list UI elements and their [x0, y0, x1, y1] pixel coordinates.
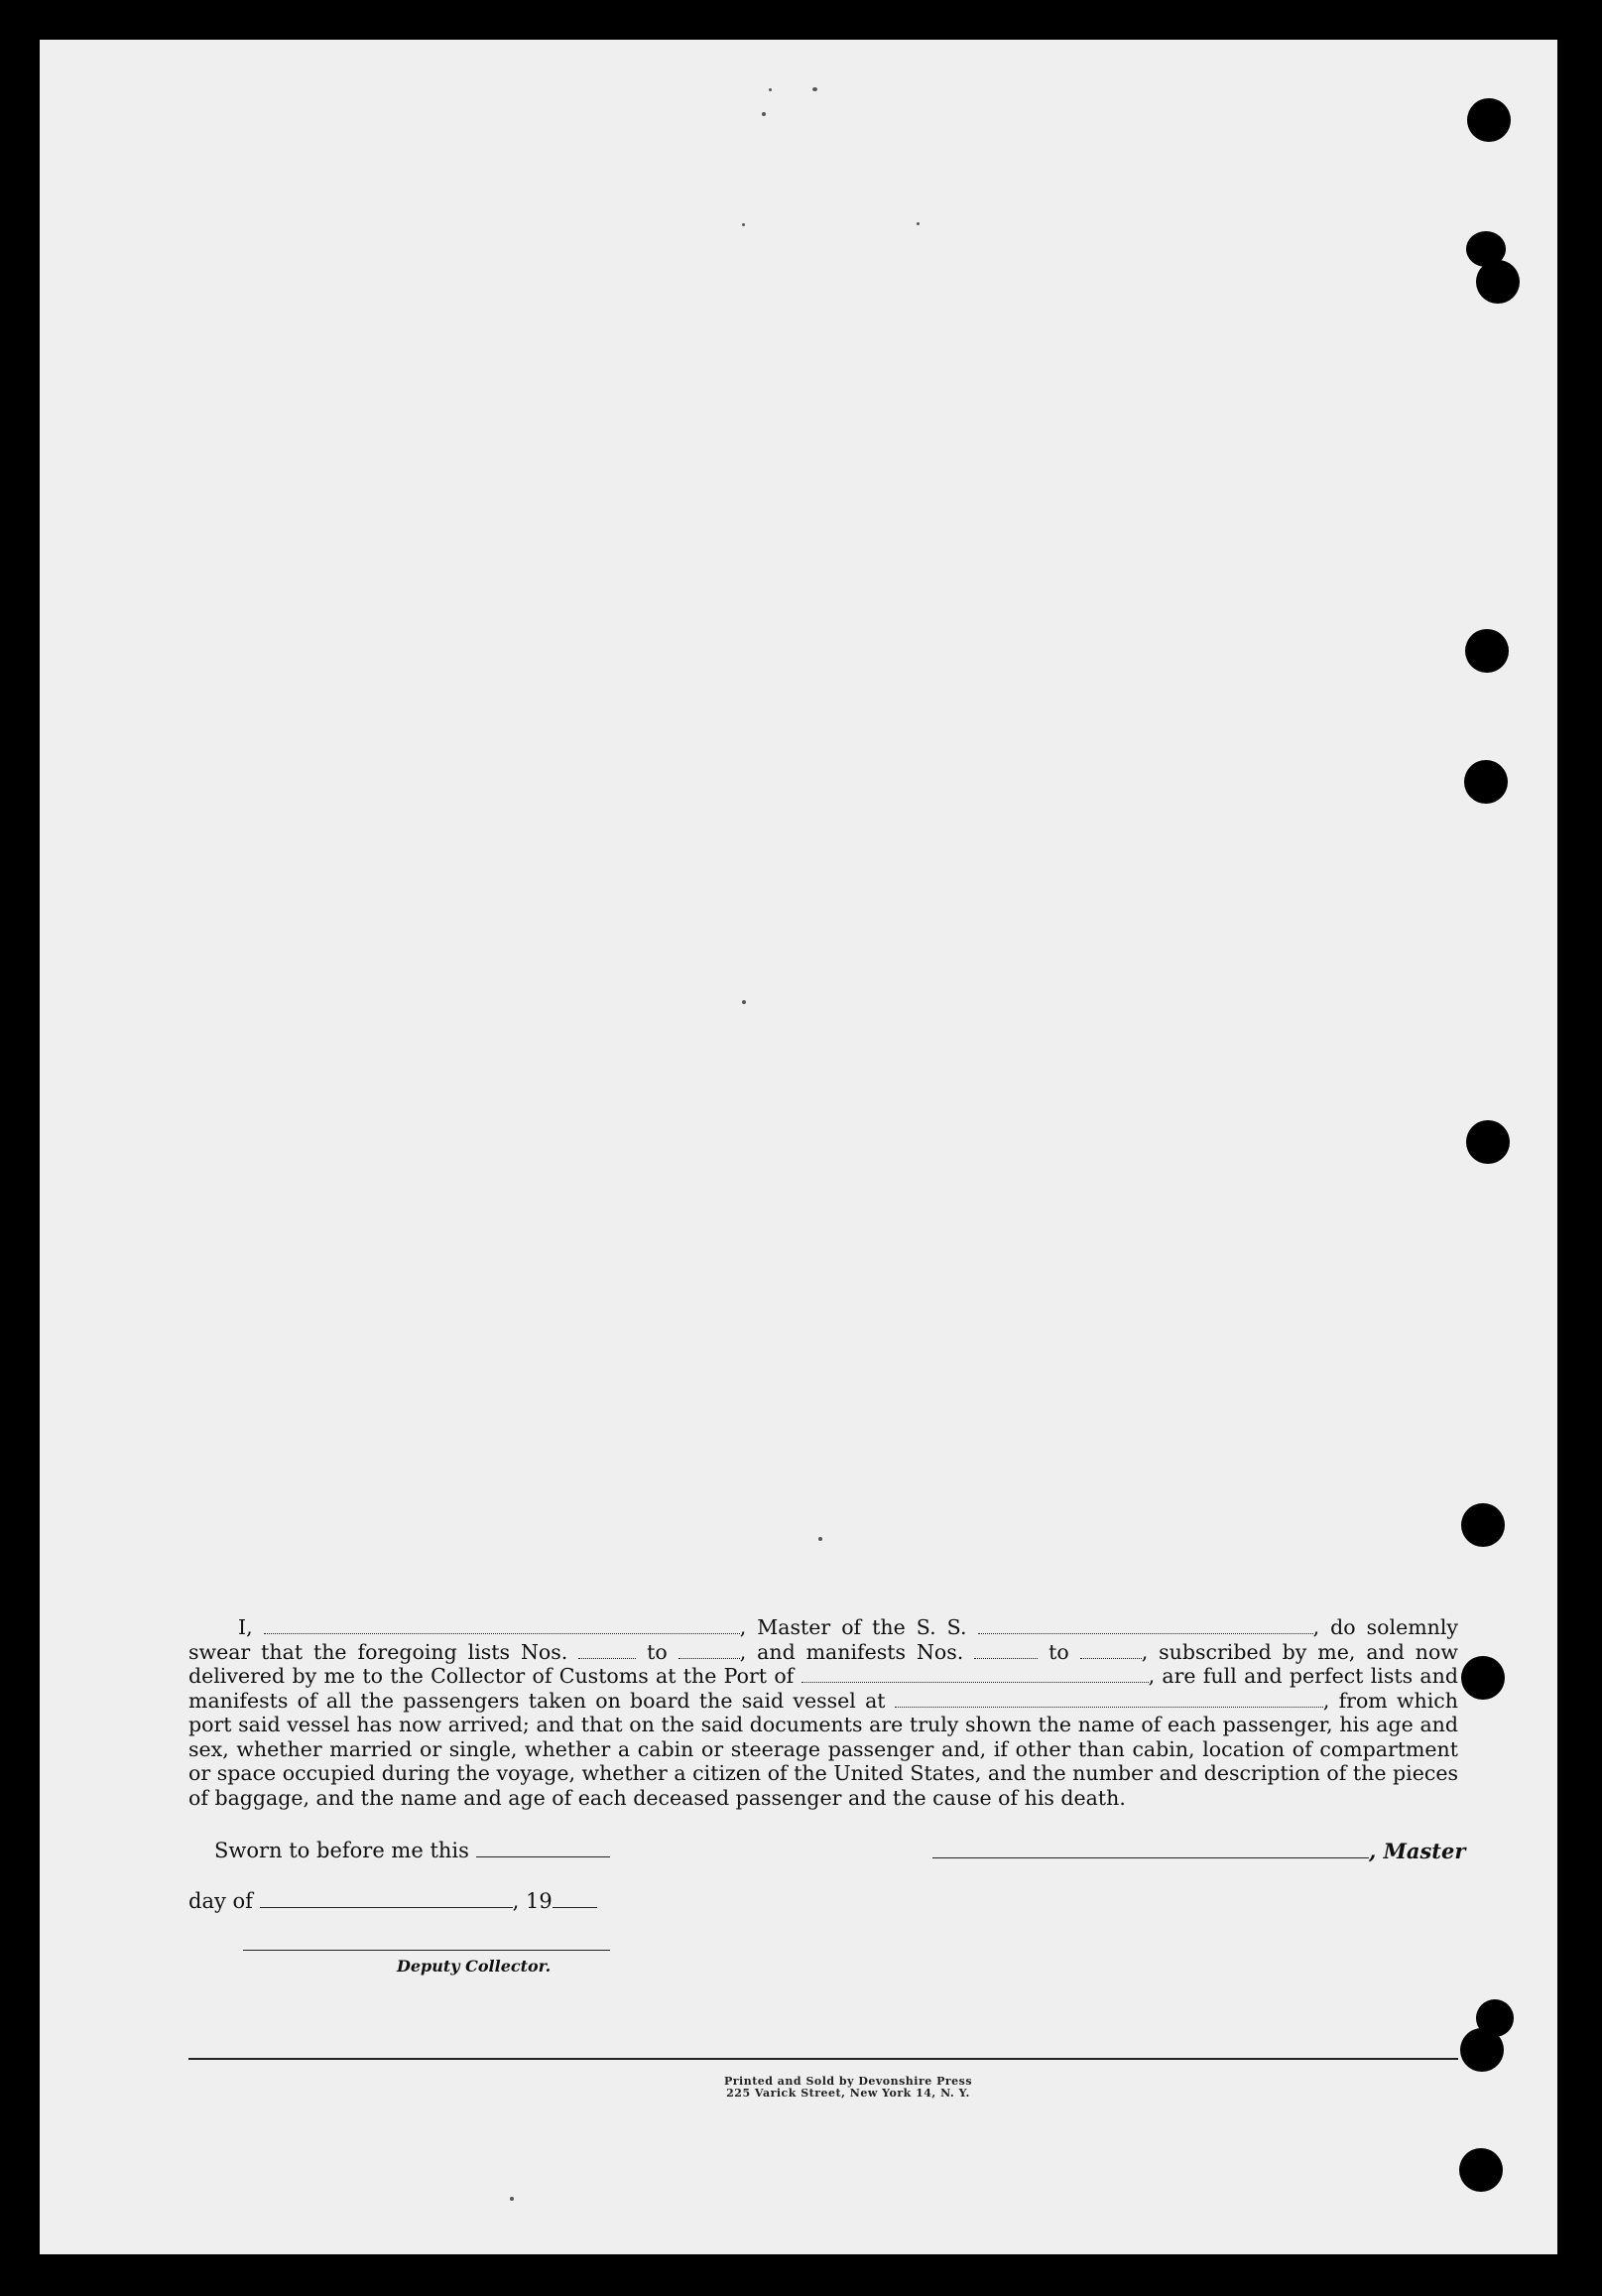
printer-credit-line-2: 225 Varick Street, New York 14, N. Y. — [726, 2087, 970, 2100]
year-label: , 19 — [512, 1889, 553, 1913]
document-page — [40, 40, 1557, 2254]
punch-hole — [1459, 2148, 1503, 2192]
oath-text: delivered by me to the Collector of Customs at the Port of — [188, 1664, 795, 1688]
printer-credit — [635, 2076, 1061, 2100]
ship-name-blank[interactable] — [978, 1619, 1313, 1634]
oath-text: to — [1048, 1639, 1069, 1664]
sworn-day-blank[interactable] — [476, 1843, 610, 1857]
oath-line-1 — [188, 1615, 1458, 1640]
day-of-label: day of — [188, 1889, 253, 1913]
manifest-from-blank[interactable] — [974, 1644, 1038, 1659]
sworn-line — [214, 1839, 610, 1862]
oath-text: manifests of all the passengers taken on board the said vessel at — [188, 1688, 886, 1713]
port-blank[interactable] — [801, 1668, 1149, 1683]
punch-hole — [1464, 760, 1508, 804]
speck — [742, 1000, 746, 1004]
oath-line-7: or space occupied during the voyage, whether a citizen of the United States, and the number and description of the pieces — [188, 1761, 1458, 1785]
sworn-label: Sworn to before me this — [214, 1839, 469, 1862]
oath-text: , and manifests Nos. — [739, 1639, 964, 1664]
punch-hole — [1461, 1656, 1505, 1700]
list-from-blank[interactable] — [578, 1644, 636, 1659]
oath-line-6: sex, whether married or single, whether a cabin or steerage passenger and, if other than cabin, location of compartment — [188, 1736, 1458, 1761]
master-label: , Master — [1369, 1839, 1466, 1863]
oath-text: I, — [238, 1615, 253, 1639]
oath-line-5: port said vessel has now arrived; and that on the said documents are truly shown the name of each passenger, his age and — [188, 1713, 1458, 1736]
oath-text: , subscribed by me, and now — [1141, 1639, 1458, 1664]
boarding-port-blank[interactable] — [895, 1693, 1323, 1708]
day-of-line — [188, 1889, 597, 1913]
deputy-collector-text: Deputy Collector. — [397, 1957, 552, 1976]
oath-line-2 — [188, 1640, 1458, 1665]
oath-paragraph — [188, 1615, 1458, 1810]
master-signature-line — [932, 1839, 1465, 1863]
manifest-to-blank[interactable] — [1080, 1644, 1142, 1659]
oath-text: , Master of the S. S. — [739, 1615, 967, 1639]
punch-hole — [1465, 629, 1509, 673]
speck — [510, 2197, 514, 2201]
oath-line-4 — [188, 1689, 1458, 1714]
punch-hole — [1467, 98, 1511, 142]
oath-text: to — [647, 1639, 668, 1664]
speck — [917, 222, 920, 225]
month-blank[interactable] — [260, 1893, 513, 1908]
speck — [812, 87, 817, 91]
speck — [762, 112, 766, 116]
list-to-blank[interactable] — [678, 1644, 740, 1659]
punch-hole — [1466, 1120, 1510, 1164]
punch-hole — [1460, 2028, 1504, 2072]
speck — [769, 88, 772, 91]
oath-text: swear that the foregoing lists Nos. — [188, 1639, 568, 1664]
oath-line-8: of baggage, and the name and age of each deceased passenger and the cause of his death. — [188, 1785, 1126, 1810]
punch-hole — [1476, 260, 1520, 304]
printer-credit-line-1: Printed and Sold by Devonshire Press — [723, 2075, 973, 2088]
master-name-blank[interactable] — [264, 1619, 740, 1634]
deputy-collector-label — [397, 1957, 551, 1976]
oath-line-3 — [188, 1664, 1458, 1689]
speck — [742, 223, 745, 226]
deputy-signature-line[interactable] — [243, 1950, 610, 1951]
year-blank[interactable] — [553, 1893, 597, 1908]
oath-text: , from which — [1322, 1688, 1458, 1713]
punch-hole — [1461, 1503, 1505, 1547]
footer-rule — [188, 2058, 1458, 2060]
oath-text: , are full and perfect lists and — [1148, 1664, 1458, 1688]
speck — [818, 1537, 822, 1541]
oath-text: , do solemnly — [1312, 1615, 1458, 1639]
master-signature-blank[interactable] — [932, 1844, 1369, 1858]
